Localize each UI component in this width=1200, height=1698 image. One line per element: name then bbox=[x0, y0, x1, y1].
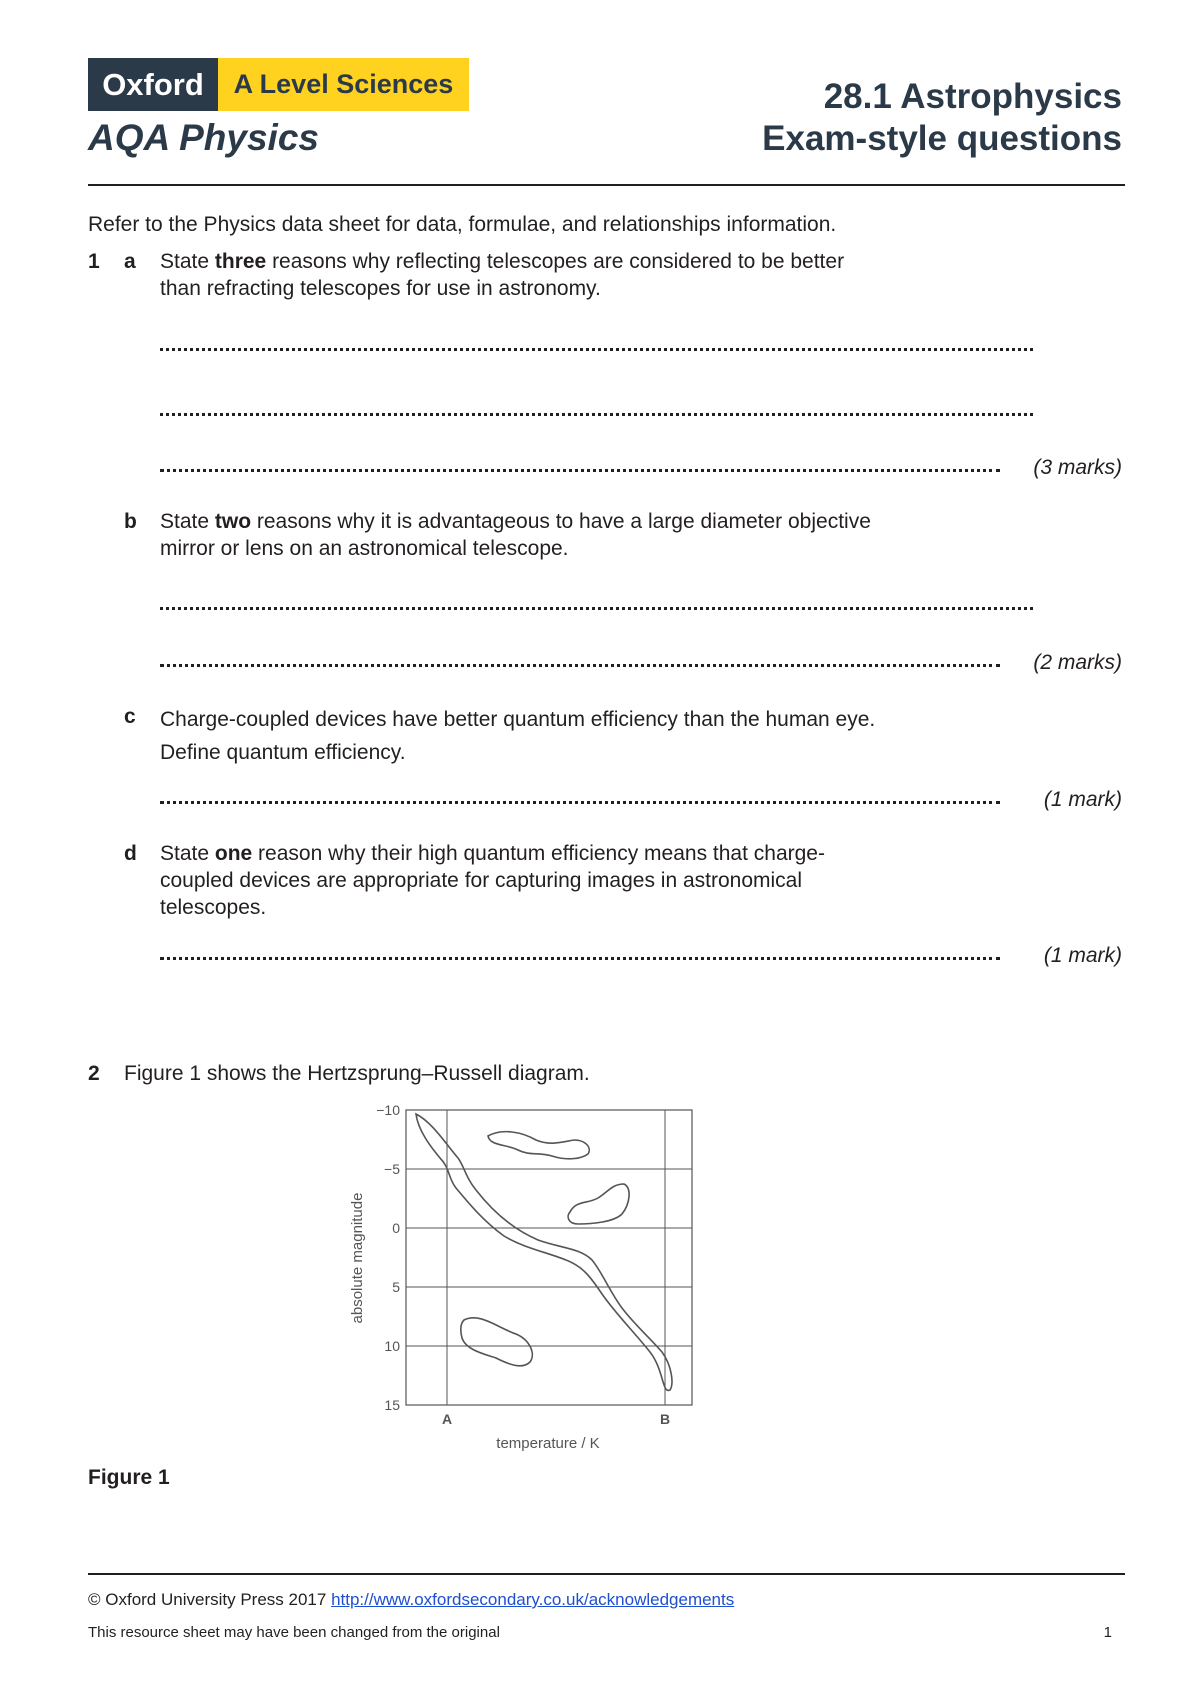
footer-rule bbox=[88, 1573, 1125, 1575]
plot-frame bbox=[406, 1110, 692, 1405]
answer-line[interactable] bbox=[160, 348, 1033, 351]
answer-line[interactable] bbox=[160, 801, 1000, 804]
acknowledgements-link[interactable]: http://www.oxfordsecondary.co.uk/acknowledgements bbox=[331, 1590, 735, 1609]
y-tick-label: 0 bbox=[392, 1220, 400, 1236]
y-tick-label: −5 bbox=[384, 1161, 400, 1177]
answer-line[interactable] bbox=[160, 607, 1033, 610]
part-d-letter: d bbox=[124, 842, 137, 865]
y-tick-label: 5 bbox=[392, 1279, 400, 1295]
y-tick-label: −10 bbox=[376, 1102, 400, 1118]
part-c-text bbox=[160, 703, 1060, 769]
subject-title: AQA Physics bbox=[88, 117, 319, 158]
page-number: 1 bbox=[1103, 1624, 1112, 1641]
part-a-pre: State bbox=[160, 250, 215, 273]
hr-diagram-svg bbox=[340, 1100, 710, 1460]
y-tick-label: 10 bbox=[384, 1338, 400, 1354]
part-b-bold: two bbox=[214, 510, 252, 533]
part-d-pre: State bbox=[160, 842, 215, 865]
part-d-line2: coupled devices are appropriate for capturing images in astronomical bbox=[160, 869, 803, 892]
part-a-bold: three bbox=[214, 250, 267, 273]
y-axis-label: absolute magnitude bbox=[349, 1192, 366, 1324]
answer-line[interactable] bbox=[160, 469, 1000, 472]
brand-oxford-logo: Oxford bbox=[88, 58, 218, 111]
answer-line[interactable] bbox=[160, 957, 1000, 960]
part-c-line1: Charge-coupled devices have better quantum efficiency than the human eye. bbox=[160, 708, 876, 731]
figure-label: Figure 1 bbox=[88, 1466, 170, 1489]
part-b-post: reasons why it is advantageous to have a large diameter objective bbox=[251, 510, 871, 533]
part-a-letter: a bbox=[124, 250, 136, 273]
part-b-letter: b bbox=[124, 510, 137, 533]
giants-region bbox=[568, 1184, 629, 1224]
part-a-post: reasons why reflecting telescopes are considered to be better bbox=[266, 250, 845, 273]
part-a-line2: than refracting telescopes for use in astronomy. bbox=[160, 277, 601, 300]
part-d-marks: (1 mark) bbox=[1043, 944, 1122, 967]
question-1-number: 1 bbox=[88, 250, 100, 273]
part-a-marks: (3 marks) bbox=[1033, 456, 1122, 479]
supergiants-region bbox=[488, 1132, 589, 1159]
brand-a-level-sciences: A Level Sciences bbox=[218, 58, 469, 111]
main-sequence-region bbox=[416, 1114, 672, 1390]
answer-line[interactable] bbox=[160, 413, 1033, 416]
footer-note: This resource sheet may have been changed from the original bbox=[88, 1624, 500, 1641]
part-b-line2: mirror or lens on an astronomical telescope. bbox=[160, 537, 569, 560]
part-d-bold: one bbox=[214, 842, 253, 865]
x-tick-label: B bbox=[659, 1411, 671, 1427]
intro-text: Refer to the Physics data sheet for data, formulae, and relationships information. bbox=[88, 213, 837, 236]
hr-diagram-figure bbox=[340, 1100, 710, 1460]
part-a-text bbox=[160, 248, 980, 302]
part-b-text bbox=[160, 508, 980, 562]
header-rule bbox=[88, 184, 1125, 186]
gridlines bbox=[406, 1110, 692, 1405]
answer-line[interactable] bbox=[160, 664, 1000, 667]
page-title bbox=[762, 76, 1122, 160]
part-c-line2: Define quantum efficiency. bbox=[160, 741, 406, 764]
part-b-pre: State bbox=[160, 510, 215, 533]
title-line-2: Exam-style questions bbox=[762, 119, 1122, 158]
x-tick-label: A bbox=[441, 1411, 453, 1427]
part-c-marks: (1 mark) bbox=[1043, 788, 1122, 811]
x-axis-label: temperature / K bbox=[496, 1435, 600, 1452]
part-d-line3: telescopes. bbox=[160, 896, 267, 919]
white-dwarfs-region bbox=[461, 1318, 533, 1366]
copyright-text: © Oxford University Press 2017 bbox=[88, 1590, 332, 1609]
title-line-1: 28.1 Astrophysics bbox=[823, 77, 1122, 116]
question-2-number: 2 bbox=[88, 1062, 100, 1085]
y-tick-label: 15 bbox=[384, 1397, 400, 1413]
question-2-text: Figure 1 shows the Hertzsprung–Russell diagram. bbox=[124, 1062, 590, 1085]
part-d-text bbox=[160, 840, 980, 921]
footer-copyright bbox=[88, 1590, 734, 1610]
part-b-marks: (2 marks) bbox=[1033, 651, 1122, 674]
part-d-post: reason why their high quantum efficiency means that charge- bbox=[252, 842, 825, 865]
part-c-letter: c bbox=[124, 705, 136, 728]
